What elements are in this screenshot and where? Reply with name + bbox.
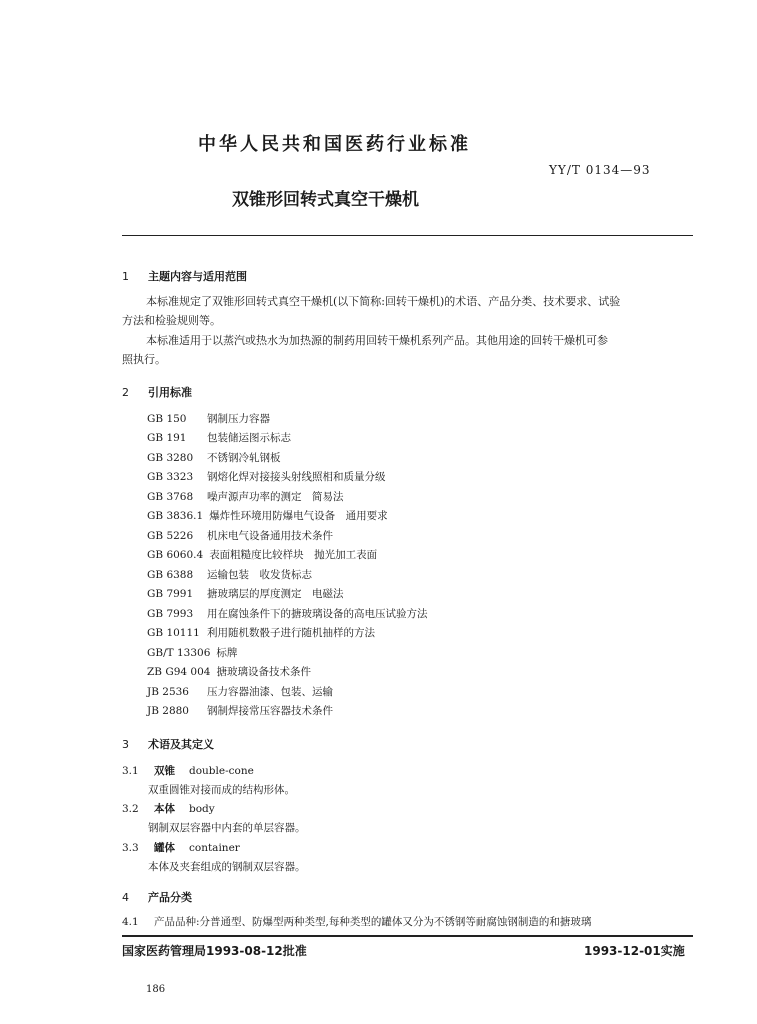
term-chinese: 双锥	[154, 765, 175, 777]
organization-title: 中华人民共和国医药行业标准	[198, 134, 471, 155]
reference-title: 利用随机数骰子进行随机抽样的方法	[207, 627, 375, 639]
term-english: body	[189, 803, 215, 815]
reference-code: GB 150	[147, 413, 187, 425]
section-4-title: 产品分类	[148, 891, 192, 904]
reference-title: 搪玻璃设备技术条件	[216, 666, 311, 678]
reference-item	[147, 684, 333, 699]
section-1-paragraph-2-line-1: 本标准适用于以蒸汽或热水为加热源的制药用回转干燥机系列产品。其他用途的回转干燥机可参	[146, 334, 608, 347]
term-definition: 本体及夹套组成的钢制双层容器。	[148, 861, 306, 873]
reference-title: 搪玻璃层的厚度测定 电磁法	[207, 588, 344, 600]
reference-item	[147, 528, 333, 543]
reference-title: 不锈钢冷轧钢板	[207, 452, 281, 464]
reference-code: GB 7991	[147, 588, 194, 600]
term-entry	[122, 840, 240, 855]
reference-item	[147, 508, 388, 523]
term-english: double-cone	[189, 765, 254, 777]
section-3-number: 3	[122, 738, 129, 751]
section-3-heading	[122, 736, 214, 752]
reference-title: 机床电气设备通用技术条件	[207, 530, 333, 542]
section-1-paragraph-2-line-2: 照执行。	[122, 353, 166, 366]
approval-statement: 国家医药管理局1993-08-12批准	[122, 944, 307, 958]
reference-title: 钢制焊接常压容器技术条件	[207, 705, 333, 717]
term-entry	[122, 801, 215, 816]
reference-item	[147, 645, 237, 660]
reference-item	[147, 411, 270, 426]
term-number: 3.3	[122, 842, 139, 854]
header-divider	[122, 235, 693, 236]
reference-code: GB 3280	[147, 452, 194, 464]
section-1-paragraph-1-line-1: 本标准规定了双锥形回转式真空干燥机(以下简称:回转干燥机)的术语、产品分类、技术要求、试验	[146, 295, 621, 308]
reference-code: GB 6388	[147, 569, 194, 581]
footer-divider	[122, 935, 693, 937]
reference-code: GB 3768	[147, 491, 194, 503]
section-4-number: 4	[122, 891, 129, 904]
reference-code: GB 3836.1	[147, 510, 204, 522]
reference-code: GB/T 13306	[147, 647, 211, 659]
reference-item	[147, 489, 344, 504]
reference-code: JB 2880	[147, 705, 189, 717]
reference-title: 压力容器油漆、包装、运输	[207, 686, 333, 698]
reference-item	[147, 469, 386, 484]
reference-title: 表面粗糙度比较样块 抛光加工表面	[209, 549, 378, 561]
section-3-title: 术语及其定义	[148, 738, 214, 751]
document-title: 双锥形回转式真空干燥机	[232, 190, 419, 210]
reference-item	[147, 567, 312, 582]
implementation-date: 1993-12-01实施	[584, 944, 685, 958]
reference-title: 钢熔化焊对接接头射线照相和质量分级	[207, 471, 386, 483]
section-2-number: 2	[122, 386, 129, 399]
reference-item	[147, 703, 333, 718]
page-number: 186	[146, 984, 166, 995]
section-4-heading	[122, 889, 192, 905]
reference-title: 标牌	[216, 647, 238, 659]
reference-title: 用在腐蚀条件下的搪玻璃设备的高电压试验方法	[207, 608, 428, 620]
reference-code: GB 10111	[147, 627, 200, 639]
term-english: container	[189, 842, 240, 854]
reference-title: 钢制压力容器	[207, 413, 270, 425]
reference-code: GB 5226	[147, 530, 194, 542]
term-chinese: 本体	[154, 803, 175, 815]
section-1-paragraph-1-line-2: 方法和检验规则等。	[122, 314, 221, 327]
term-definition: 双重圆锥对接而成的结构形体。	[148, 784, 295, 796]
section-1-heading	[122, 268, 247, 284]
term-number: 3.1	[122, 765, 139, 777]
section-1-number: 1	[122, 270, 129, 283]
section-4-1-text: 产品品种:分普通型、防爆型两种类型,每种类型的罐体又分为不锈钢等耐腐蚀钢制造的和搪玻璃	[154, 916, 592, 928]
term-entry	[122, 763, 254, 778]
reference-code: GB 3323	[147, 471, 194, 483]
reference-code: ZB G94 004	[147, 666, 211, 678]
reference-item	[147, 430, 291, 445]
section-2-heading	[122, 384, 192, 400]
reference-item	[147, 625, 375, 640]
reference-item	[147, 450, 281, 465]
reference-title: 运输包装 收发货标志	[207, 569, 312, 581]
standard-code: YY/T 0134—93	[549, 163, 651, 177]
reference-code: GB 6060.4	[147, 549, 204, 561]
reference-item	[147, 606, 428, 621]
term-definition: 钢制双层容器中内套的单层容器。	[148, 822, 306, 834]
reference-code: GB 191	[147, 432, 187, 444]
section-1-title: 主题内容与适用范围	[148, 270, 247, 283]
term-number: 3.2	[122, 803, 139, 815]
reference-item	[147, 664, 311, 679]
section-2-title: 引用标准	[148, 386, 192, 399]
reference-title: 爆炸性环境用防爆电气设备 通用要求	[209, 510, 388, 522]
reference-code: JB 2536	[147, 686, 189, 698]
section-4-1-number: 4.1	[122, 916, 139, 928]
reference-code: GB 7993	[147, 608, 194, 620]
reference-item	[147, 586, 344, 601]
reference-item	[147, 547, 377, 562]
section-4-1-line	[122, 913, 591, 932]
term-chinese: 罐体	[154, 842, 175, 854]
reference-title: 噪声源声功率的测定 简易法	[207, 491, 344, 503]
reference-title: 包装储运图示标志	[207, 432, 291, 444]
